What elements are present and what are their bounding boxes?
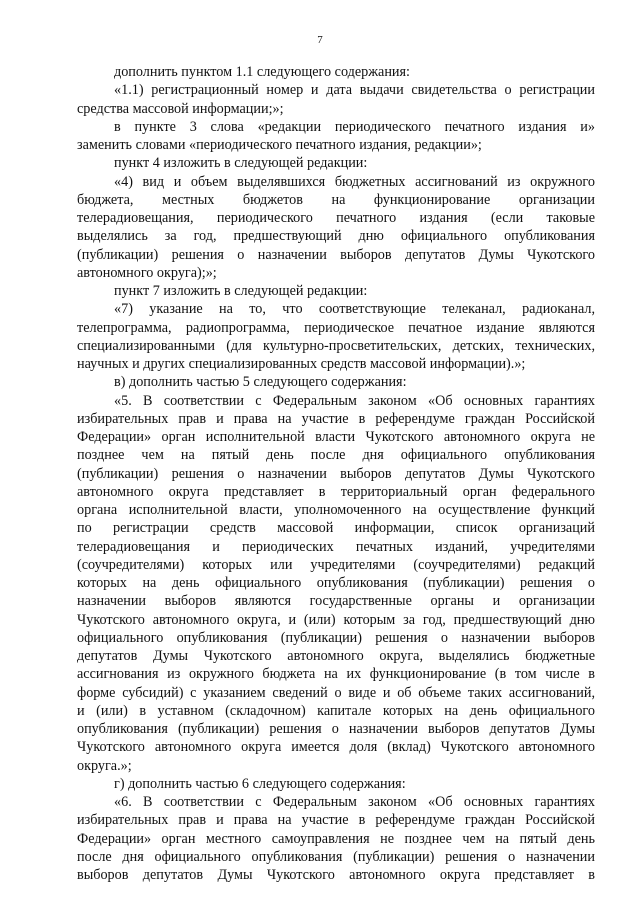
text-line: выборов депутатов Думы Чукотского автономного округа представляет в — [77, 867, 595, 883]
paragraph — [77, 63, 595, 81]
text-line: автономного округа);»; — [77, 264, 217, 281]
text-line: депутатов Думы Чукотского автономного округа, выделялись бюджетные — [77, 648, 595, 664]
page-number: 7 — [317, 34, 323, 46]
text-line: Чукотского автономного округа, и (или) которым за год, предшествующий дню — [77, 611, 595, 628]
document-body — [77, 63, 595, 884]
text-line: заменить словами «периодического печатного издания, редакции»; — [77, 137, 482, 153]
text-line: избирательных прав и права на участие в референдуме граждан Российской — [77, 812, 595, 829]
text-line: выделялись за год, предшествующий дню официального опубликования — [77, 228, 595, 245]
text-line: форме субсидий) с указанием сведений о виде и об объеме таких ассигнований, — [77, 684, 595, 701]
text-line: специализированными (для культурно-просветительских, детских, технических, — [77, 337, 595, 354]
text-line: автономного округа представляет в территориальный орган федерального — [77, 483, 595, 500]
text-line: (публикации) решения о назначении выборов депутатов Думы Чукотского — [77, 465, 595, 482]
text-line: г) дополнить частью 6 следующего содержания: — [114, 775, 406, 792]
text-line: Федерации» орган местного самоуправления не позднее чем на пятый день — [77, 830, 595, 847]
text-line: дополнить пунктом 1.1 следующего содержания: — [114, 64, 410, 80]
text-line: бюджета, местных бюджетов на функционирование организации — [77, 191, 595, 208]
paragraph — [77, 300, 595, 373]
paragraph — [77, 154, 595, 172]
text-line: (соучредителями) которых или учредителями (соучредителями) редакций — [77, 556, 595, 573]
paragraph — [77, 81, 595, 118]
paragraph — [77, 118, 595, 155]
text-line: опубликования (публикации) решения о назначении выборов депутатов Думы — [77, 721, 595, 737]
text-line: в) дополнить частью 5 следующего содержания: — [114, 374, 407, 391]
text-line: Федерации» орган исполнительной власти Чукотского автономного округа не — [77, 429, 595, 445]
text-line: органа исполнительной власти, уполномоченного на осуществление функций — [77, 502, 595, 518]
text-line: телерадиовещания, периодического печатного издания (если таковые — [77, 210, 595, 226]
text-line: Чукотского автономного округа имеется доля (вклад) Чукотского автономного — [77, 739, 595, 756]
text-line: «5. В соответствии с Федеральным законом «Об основных гарантиях — [114, 392, 595, 409]
text-line: телепрограмма, радиопрограмма, периодическое печатное издание являются — [77, 319, 595, 336]
text-line: (публикации) решения о назначении выборов депутатов Думы Чукотского — [77, 246, 595, 263]
text-line: округа.»; — [77, 757, 132, 774]
paragraph — [77, 373, 595, 391]
text-line: «6. В соответствии с Федеральным законом «Об основных гарантиях — [114, 794, 595, 810]
text-line: после дня официального опубликования (публикации) решения о назначении — [77, 848, 595, 865]
text-line: «4) вид и объем выделявшихся бюджетных ассигнований из окружного — [114, 173, 595, 190]
paragraph — [77, 775, 595, 793]
text-line: избирательных прав и права на участие в референдуме граждан Российской — [77, 410, 595, 427]
text-line: средства массовой информации;»; — [77, 100, 284, 117]
paragraph — [77, 282, 595, 300]
text-line: научных и других специализированных средств массовой информации).»; — [77, 356, 526, 372]
text-line: «7) указание на то, что соответствующие телеканал, радиоканал, — [114, 301, 595, 318]
text-line: назначении выборов являются государственные органы и организации — [77, 593, 595, 610]
paragraph — [77, 392, 595, 775]
paragraph — [77, 173, 595, 283]
text-line: позднее чем на пятый день после дня официального опубликования — [77, 447, 595, 464]
paragraph — [77, 793, 595, 884]
text-line: «1.1) регистрационный номер и дата выдачи свидетельства о регистрации — [114, 82, 595, 99]
text-line: которых на день официального опубликования (публикации) решения о — [77, 575, 595, 591]
text-line: по регистрации средств массовой информации, список организаций — [77, 520, 595, 537]
text-line: и (или) в уставном (складочном) капитале которых на день официального — [77, 702, 595, 719]
text-line: пункт 4 изложить в следующей редакции: — [114, 155, 368, 172]
text-line: телерадиовещания и периодических печатных изданий, учредителями — [77, 538, 595, 555]
text-line: официального опубликования (публикации) решения о назначении выборов — [77, 629, 595, 646]
text-line: в пункте 3 слова «редакции периодического печатного издания и» — [114, 118, 595, 135]
text-line: пункт 7 изложить в следующей редакции: — [114, 283, 368, 299]
text-line: ассигнования из окружного бюджета на их функционирование (в том числе в — [77, 666, 595, 683]
